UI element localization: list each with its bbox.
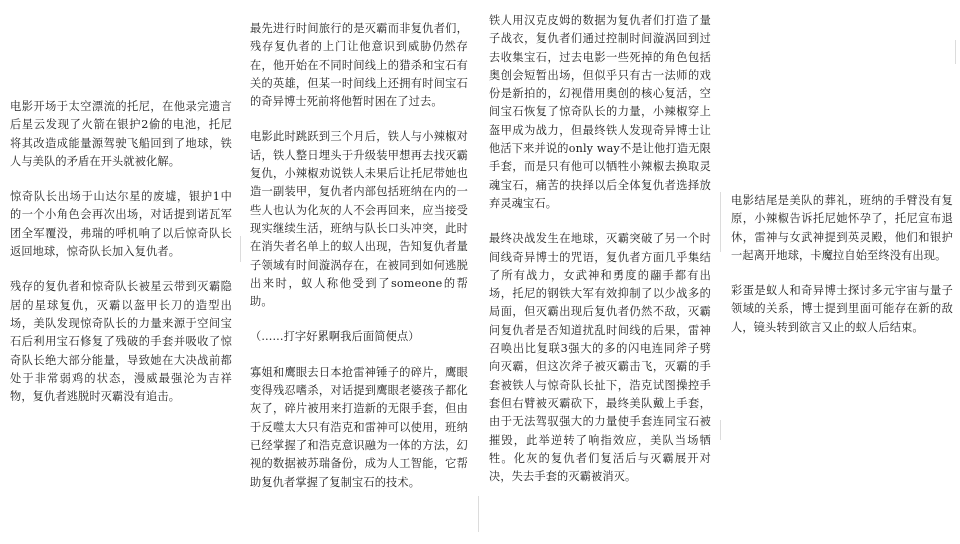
paragraph: 彩蛋是蚁人和奇异博士探讨多元宇宙与量子领域的关系，博士提到里面可能存在新的敌人，镜头转到欲言又止的蚁人后结束。 bbox=[731, 284, 953, 334]
text-column-4 bbox=[731, 192, 953, 337]
column-divider bbox=[720, 420, 721, 440]
text-column-3 bbox=[489, 12, 711, 486]
paragraph: 寡姐和鹰眼去日本抢雷神锤子的碎片，鹰眼变得残忍嗜杀，对话提到鹰眼老婆孩子都化灰了，碎片被用来打造新的无限手套，但由于反噬太大只有浩克和雷神可以使用，班纳已经掌握了和浩克意识融为一体的方法，幻视的数据被苏瑞备份，成为人工智能，它帮助复仇者掌握了复制宝石的技术。 bbox=[250, 365, 468, 489]
paragraph: 电影结尾是美队的葬礼，班纳的手臂没有复原，小辣椒告诉托尼她怀孕了，托尼宣布退休，雷神与女武神提到英灵殿，他们和银护一起离开地球，卡魔拉自始至终没有出现。 bbox=[731, 194, 953, 262]
paragraph: 电影开场于太空漂流的托尼，在他录完遗言后星云发现了火箭在银护2偷的电池，托尼将其改造成能量源驾驶飞船回到了地球，铁人与美队的矛盾在开头就被化解。 bbox=[10, 100, 232, 168]
text-column-2 bbox=[250, 20, 468, 492]
paragraph: 最先进行时间旅行的是灭霸而非复仇者们，残存复仇者的上门让他意识到威胁仍然存在，他开始在不同时间线上的猎杀和宝石有关的英雄，但某一时间线上还拥有时间宝石的奇异博士死前将他暂时困在了过去。 bbox=[250, 22, 468, 109]
paragraph: 惊奇队长出场于山达尔星的废墟，银护1中的一个小角色会再次出场，对话提到诺瓦军团全军覆没，弗瑞的呼机响了以后惊奇队长返回地球，惊奇队长加入复仇者。 bbox=[10, 190, 232, 259]
column-divider bbox=[955, 40, 956, 64]
column-divider bbox=[720, 192, 721, 252]
column-divider bbox=[478, 496, 479, 532]
text-column-1 bbox=[10, 98, 232, 406]
paragraph: 铁人用汉克皮姆的数据为复仇者们打造了量子战衣，复仇者们通过控制时间漩涡回到过去收集宝石，过去电影一些死掉的角色包括奥创会短暂出场，但似乎只有古一法师的戏份是新拍的，幻视借用奥创的核心复活，空间宝石恢复了惊奇队长的力量，小辣椒穿上盔甲成为战力，但最终铁人发现奇异博士让他活下来并说的only way不是让他打造无限手套，而是只有他可以牺牲小辣椒去换取灵魂宝石，痛苦的抉择以后全体复仇者选择放弃灵魂宝石。 bbox=[489, 14, 711, 210]
paragraph: 残存的复仇者和惊奇队长被星云带到灭霸隐居的星球复仇，灭霸以盔甲长刀的造型出场，美队发现惊奇队长的力量来源于空间宝石后利用宝石修复了残破的手套并吸收了惊奇队长绝大部分能量，导致她在大决战前都处于非常弱鸡的状态，漫威最强沦为吉祥物，复仇者逃脱时灭霸没有追击。 bbox=[10, 280, 232, 404]
paragraph: （......打字好累啊我后面简便点） bbox=[250, 330, 420, 344]
paragraph: 最终决战发生在地球，灭霸突破了另一个时间线奇异博士的咒语，复仇者方面几乎集结了所有战力，女武神和勇度的翮手都有出场，托尼的钢铁大军有效抑制了以少战多的局面，但灭霸出现后复仇者仍然不敌，灭霸问复仇者是否知道扰乱时间线的后果，雷神召唤出比复联3强大的多的闪电连同斧子劈向灭霸，但这次斧子被灭霸击飞，灭霸的手套被铁人与惊奇队长扯下，浩克试图操控手套但右臂被灭霸砍下，最终美队戴上手套，由于无法驾驭强大的力量使手套连同宝石被摧毁，此举逆转了响指效应，美队当场牺牲。化灰的复仇者们复活后与灭霸展开对决，失去手套的灭霸被消灭。 bbox=[489, 232, 711, 484]
paragraph: 电影此时跳跃到三个月后，铁人与小辣椒对话，铁人整日埋头于升级装甲想再去找灭霸复仇，小辣椒劝说铁人未果后让托尼带她也造一副装甲，复仇者内部包括班纳在内的一些人也认为化灰的人不会再回来，应当接受现实继续生活，班纳与队长口头冲突，此时在消失者名单上的蚁人出现，告知复仇者量子领域有时间漩涡存在，在被同到如何逃脱出来时，蚁人称他受到了someone的帮助。 bbox=[250, 130, 468, 309]
column-divider bbox=[240, 236, 241, 262]
